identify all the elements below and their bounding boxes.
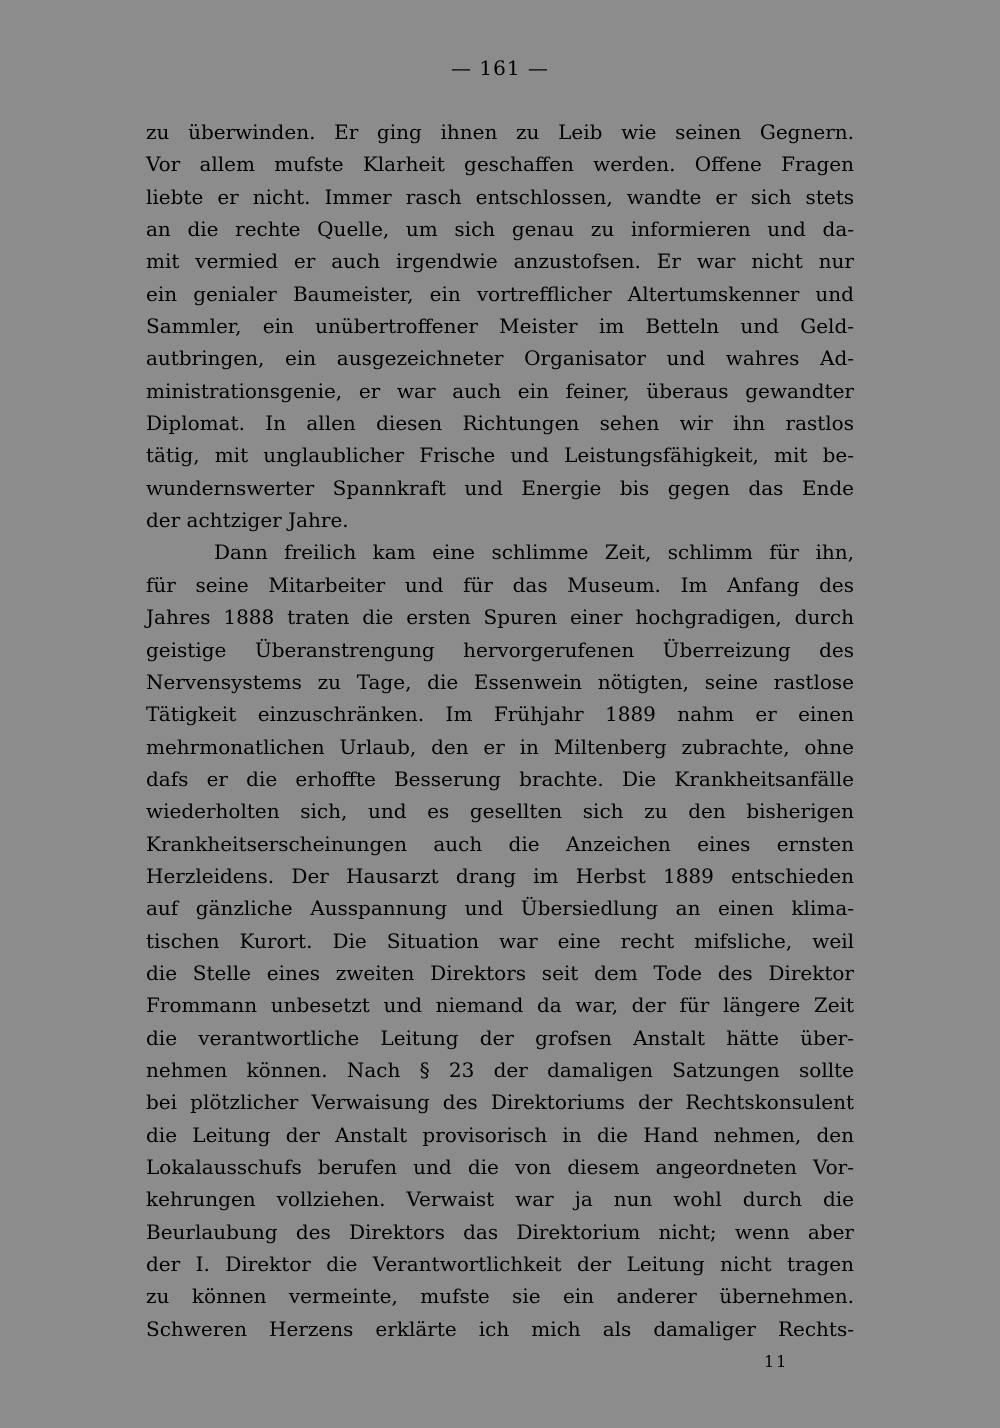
text-line-35: Beurlaubung des Direktors das Direktorium nicht; wenn aber [146,1219,854,1244]
text-line-30: nehmen können. Nach § 23 der damaligen Satzungen sollte [146,1057,854,1082]
text-line-37: zu können vermeinte, mufste sie ein anderer übernehmen. [146,1284,854,1309]
text-line-19: Tätigkeit einzuschränken. Im Frühjahr 1889 nahm er einen [146,702,854,727]
body-text [146,116,854,1345]
text-line-5: mit vermied er auch irgendwie anzustofsen. Er war nicht nur [146,249,854,274]
text-line-8: autbringen, ein ausgezeichneter Organisator und wahres Ad- [146,346,854,371]
text-line-29: die verantwortliche Leitung der grofsen Anstalt hätte über- [146,1025,854,1050]
text-line-7: Sammler, ein unübertroffener Meister im Betteln und Geld- [146,314,854,339]
text-line-12: wundernswerter Spannkraft und Energie bis gegen das Ende [146,475,854,500]
text-line-10: Diplomat. In allen diesen Richtungen sehen wir ihn rastlos [146,411,854,436]
text-line-13: der achtziger Jahre. [146,508,349,533]
text-line-3: liebte er nicht. Immer rasch entschlossen, wandte er sich stets [146,184,854,209]
text-line-33: Lokalausschufs berufen und die von diesem angeordneten Vor- [146,1155,854,1179]
text-line-14: Dann freilich kam eine schlimme Zeit, schlimm für ihn, [214,540,854,565]
text-line-18: Nervensystems zu Tage, die Essenwein nötigten, seine rastlose [146,669,854,694]
text-line-28: Frommann unbesetzt und niemand da war, der für längere Zeit [146,993,854,1018]
text-line-31: bei plötzlicher Verwaisung des Direktoriums der Rechtskonsulent [146,1090,854,1115]
text-line-32: die Leitung der Anstalt provisorisch in die Hand nehmen, den [146,1122,854,1147]
text-line-17: geistige Überanstrengung hervorgerufenen Überreizung des [146,637,854,662]
text-line-34: kehrungen vollziehen. Verwaist war ja nun wohl durch die [146,1187,854,1212]
text-line-6: ein genialer Baumeister, ein vortrefflicher Altertumskenner und [146,281,854,306]
text-line-23: Krankheitserscheinungen auch die Anzeichen eines ernsten [146,831,854,856]
text-line-21: dafs er die erhoffte Besserung brachte. Die Krankheitsanfälle [146,766,854,791]
text-line-36: der I. Direktor die Verantwortlichkeit der Leitung nicht tragen [146,1252,854,1277]
page-number-header: — 161 — [451,56,549,80]
text-line-4: an die rechte Quelle, um sich genau zu informieren und da- [146,217,854,242]
text-line-2: Vor allem mufste Klarheit geschaffen werden. Offene Fragen [146,152,854,177]
text-line-38: Schweren Herzens erklärte ich mich als damaliger Rechts- [146,1316,854,1341]
text-line-20: mehrmonatlichen Urlaub, den er in Miltenberg zubrachte, ohne [146,734,854,759]
text-line-26: tischen Kurort. Die Situation war eine recht mifsliche, weil [146,928,854,953]
text-line-15: für seine Mitarbeiter und für das Museum. Im Anfang des [146,572,854,597]
text-line-1: zu überwinden. Er ging ihnen zu Leib wie seinen Gegnern. [146,120,854,144]
text-line-25: auf gänzliche Ausspannung und Übersiedlung an einen klima- [146,896,854,921]
signature-mark: 11 [764,1352,789,1371]
text-line-22: wiederholten sich, und es gesellten sich zu den bisherigen [146,799,854,824]
text-line-27: die Stelle eines zweiten Direktors seit dem Tode des Direktor [146,960,854,985]
text-line-11: tätig, mit unglaublicher Frische und Leistungsfähigkeit, mit be- [146,443,854,468]
text-line-16: Jahres 1888 traten die ersten Spuren einer hochgradigen, durch [146,605,854,630]
text-line-9: ministrationsgenie, er war auch ein feiner, überaus gewandter [146,378,854,403]
text-line-24: Herzleidens. Der Hausarzt drang im Herbst 1889 entschieden [146,863,854,888]
